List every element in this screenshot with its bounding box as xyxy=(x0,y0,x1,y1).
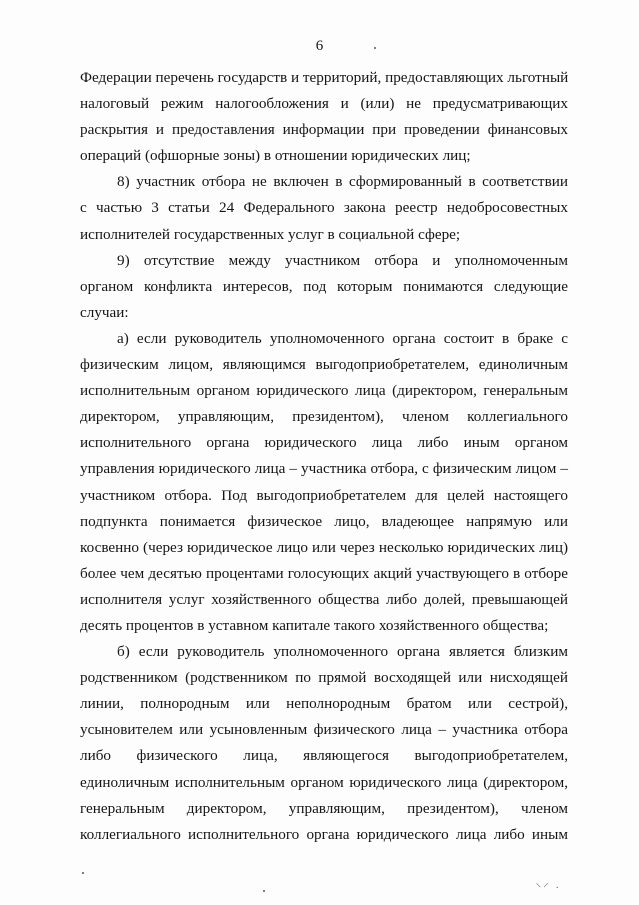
text-line: налоговый режим налогообложения и (или) не предусматривающих xyxy=(80,95,568,113)
text-line: исполнительного органа юридического лица либо иным органом xyxy=(80,434,568,452)
text-line: раскрытия и предоставления информации при проведении финансовых xyxy=(80,121,568,139)
text-line: с частью 3 статьи 24 Федерального закона реестр недобросовестных xyxy=(80,199,568,217)
scan-speck xyxy=(374,47,376,49)
text-line: а) если руководитель уполномоченного органа состоит в браке с xyxy=(117,329,568,347)
text-line: исполнителей государственных услуг в социальной сфере; xyxy=(80,225,461,243)
text-line: либо физического лица, являющегося выгодоприобретателем, xyxy=(80,747,568,765)
text-line: единоличным исполнительным органом юридического лица (директором, xyxy=(80,773,568,791)
text-line: исполнителя услуг хозяйственного общества либо долей, превышающей xyxy=(80,590,568,608)
text-line: органом конфликта интересов, под которым понимаются следующие xyxy=(80,277,568,295)
text-line: управления юридического лица – участника отбора, с физическим лицом – xyxy=(80,460,568,478)
text-line: линии, полнородным или неполнородным братом или сестрой), xyxy=(80,695,568,713)
text-line: усыновителем или усыновленным физического лица – участника отбора xyxy=(80,721,568,739)
text-line: участником отбора. Под выгодоприобретателем для целей настоящего xyxy=(80,486,568,504)
text-line: десять процентов в уставном капитале такого хозяйственного общества; xyxy=(80,616,549,634)
text-line: случаи: xyxy=(80,303,129,321)
text-line: Федерации перечень государств и территорий, предоставляющих льготный xyxy=(80,69,569,86)
text-line: родственником (родственником по прямой восходящей или нисходящей xyxy=(80,669,568,687)
text-line: более чем десятью процентами голосующих акций участвующего в отборе xyxy=(80,564,568,582)
scan-speck xyxy=(82,872,84,874)
text-line: коллегиального исполнительного органа юридического лица либо иным xyxy=(80,825,568,843)
text-line: подпункта понимается физическое лицо, владеющее напрямую или xyxy=(80,512,568,530)
scan-mark: ⸌⸍ · xyxy=(535,882,561,894)
text-line: исполнительным органом юридического лица (директором, генеральным xyxy=(80,382,568,400)
text-line: генеральным директором, управляющим, президентом), членом xyxy=(80,799,568,817)
text-line: физическим лицом, являющимся выгодоприобретателем, единоличным xyxy=(80,356,568,374)
text-line: операций (офшорные зоны) в отношении юридических лиц; xyxy=(80,147,471,165)
body-text xyxy=(80,65,568,848)
scan-speck xyxy=(263,890,265,892)
text-line: б) если руководитель уполномоченного органа является близким xyxy=(117,643,568,661)
text-line: 9) отсутствие между участником отбора и уполномоченным xyxy=(117,251,568,269)
text-line: 8) участник отбора не включен в сформированный в соответствии xyxy=(117,173,568,191)
text-line: директором, управляющим, президентом), членом коллегиального xyxy=(80,408,568,426)
page-number: 6 xyxy=(315,38,324,54)
text-line: косвенно (через юридическое лицо или через несколько юридических лиц) xyxy=(80,538,568,556)
